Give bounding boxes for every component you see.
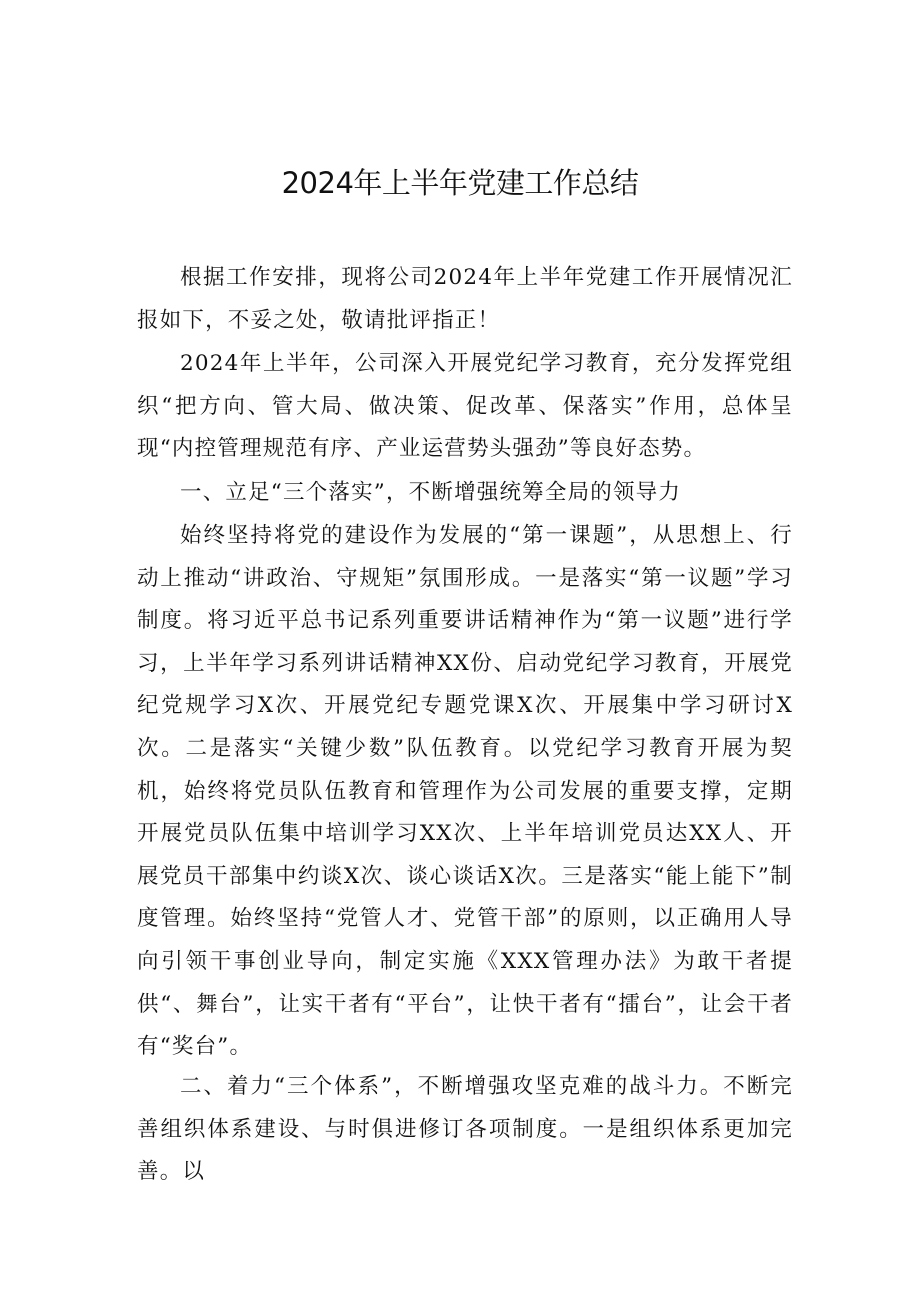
paragraph-section-2-start: 二、着力“三个体系”，不断增强攻坚克难的战斗力。不断完善组织体系建设、与时俱进修订各项制度。一是组织体系更加完善。以 bbox=[137, 1074, 793, 1185]
paragraph-intro: 根据工作安排，现将公司2024年上半年党建工作开展情况汇报如下，不妥之处，敬请批评指正！ bbox=[137, 265, 793, 333]
paragraph-overview: 2024年上半年，公司深入开展党纪学习教育，充分发挥党组织“把方向、管大局、做决策、促改革、保落实”作用，总体呈现“内控管理规范有序、产业运营势头强劲”等良好态势。 bbox=[137, 351, 793, 462]
paragraph-section-1-body: 始终坚持将党的建设作为发展的“第一课题”，从思想上、行动上推动“讲政治、守规矩”氛围形成。一是落实“第一议题”学习制度。将习近平总书记系列重要讲话精神作为“第一议题”进行学习，上半年学习系列讲话精神XX份、启动党纪学习教育，开展党纪党规学习X次、开展党纪专题党课X次、开展集中学习研讨X次。二是落实“关键少数”队伍教育。以党纪学习教育开展为契机，始终将党员队伍教育和管理作为公司发展的重要支撑，定期开展党员队伍集中培训学习XX次、上半年培训党员达XX人、开展党员干部集中约谈X次、谈心谈话X次。三是落实“能上能下”制度管理。始终坚持“党管人才、党管干部”的原则，以正确用人导向引领干事创业导向，制定实施《XXX管理办法》为敢干者提供“、舞台”，让实干者有“平台”，让快干者有“擂台”，让会干者有“奖台”。 bbox=[137, 523, 793, 1060]
section-heading-1: 一、立足“三个落实”，不断增强统筹全局的领导力 bbox=[180, 480, 682, 505]
document-title: 2024年上半年党建工作总结 bbox=[281, 166, 639, 200]
